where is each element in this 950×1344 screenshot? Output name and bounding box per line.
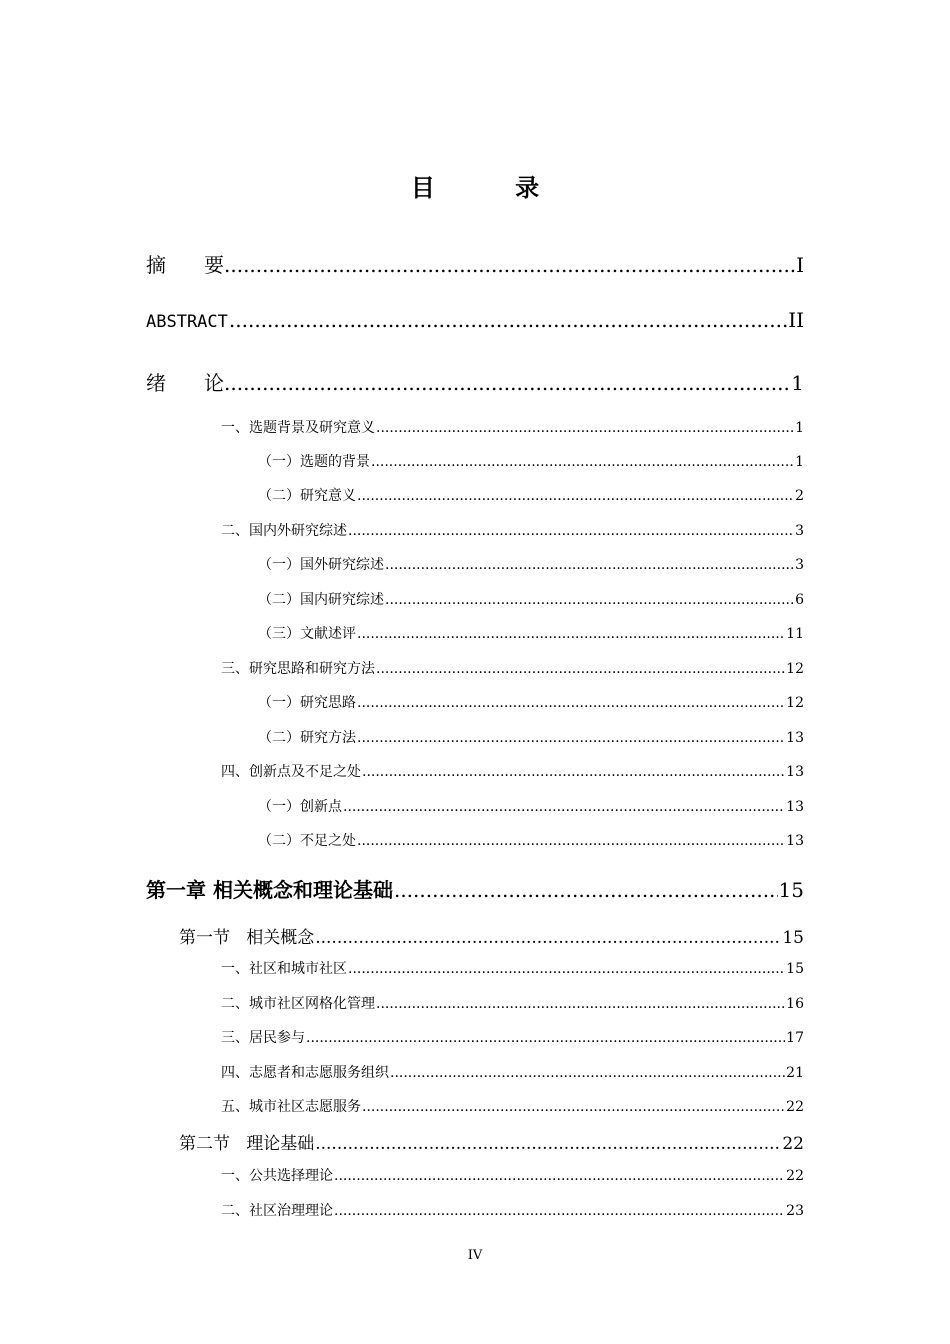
- toc-label: （二）研究意义: [258, 488, 356, 504]
- toc-entry[interactable]: [0, 1027, 804, 1047]
- toc-entry[interactable]: [0, 485, 804, 505]
- toc-entry[interactable]: [0, 589, 804, 609]
- toc-title: 目 录: [410, 174, 576, 202]
- toc-label: 绪论: [146, 371, 262, 395]
- toc-page-number: 15: [778, 878, 804, 902]
- toc-label: ABSTRACT: [146, 312, 228, 332]
- toc-entry[interactable]: [0, 658, 804, 678]
- toc-page-number: 1: [791, 371, 804, 395]
- toc-label: 三、研究思路和研究方法: [221, 661, 375, 677]
- toc-label: 二、城市社区网格化管理: [221, 996, 375, 1012]
- toc-label: 四、创新点及不足之处: [221, 764, 361, 780]
- toc-label: 第一章 相关概念和理论基础: [146, 878, 393, 902]
- toc-page-number: 11: [786, 626, 804, 642]
- page-number: IV: [467, 1248, 483, 1263]
- toc-entry[interactable]: [0, 451, 804, 471]
- toc-leader: [348, 523, 794, 539]
- toc-entry-introduction[interactable]: [0, 367, 804, 396]
- toc-label: （三）文献述评: [258, 626, 356, 642]
- toc-leader: [334, 1168, 785, 1184]
- toc-page-number: 15: [782, 928, 804, 948]
- toc-page-number: 15: [786, 961, 804, 977]
- toc-label: 五、城市社区志愿服务: [221, 1099, 361, 1115]
- toc-entry[interactable]: [0, 1096, 804, 1116]
- toc-label: 第一节 相关概念: [179, 928, 315, 948]
- toc-entry[interactable]: [0, 554, 804, 574]
- toc-entry[interactable]: [0, 417, 804, 437]
- toc-leader: [376, 661, 785, 677]
- toc-page-number: 13: [786, 764, 804, 780]
- toc-label: 三、居民参与: [221, 1030, 305, 1046]
- toc-label: （二）不足之处: [258, 833, 356, 849]
- toc-label: （二）研究方法: [258, 730, 356, 746]
- toc-page-number: 3: [795, 557, 804, 573]
- toc-entry-section[interactable]: [0, 923, 804, 948]
- toc-entry[interactable]: [0, 830, 804, 850]
- toc-label: 一、公共选择理论: [221, 1168, 333, 1184]
- toc-leader: [357, 488, 794, 504]
- toc-page-number: 22: [786, 1099, 804, 1115]
- toc-entry[interactable]: [0, 1200, 804, 1220]
- toc-entry-chapter[interactable]: [0, 874, 804, 903]
- toc-label: （一）创新点: [258, 799, 342, 815]
- toc-page-number: I: [796, 253, 804, 277]
- toc-entry[interactable]: [0, 993, 804, 1013]
- toc-page-number: 3: [795, 523, 804, 539]
- toc-label: 第二节 理论基础: [179, 1134, 315, 1154]
- toc-leader: [362, 764, 785, 780]
- toc-entry[interactable]: [0, 1062, 804, 1082]
- toc-page-number: 22: [782, 1134, 804, 1154]
- toc-entry[interactable]: [0, 727, 804, 747]
- toc-page-number: 16: [786, 996, 804, 1012]
- toc-page-number: 12: [786, 695, 804, 711]
- toc-entry[interactable]: [0, 692, 804, 712]
- toc-entry[interactable]: [0, 796, 804, 816]
- toc-entry-section[interactable]: [0, 1129, 804, 1154]
- toc-leader: [357, 833, 785, 849]
- toc-leader: [224, 371, 790, 395]
- toc-leader: [390, 1065, 785, 1081]
- toc-label: 二、社区治理理论: [221, 1203, 333, 1219]
- toc-page-number: 22: [786, 1168, 804, 1184]
- toc-page-number: 1: [795, 420, 804, 436]
- toc-leader: [229, 308, 787, 332]
- toc-page-number: 21: [786, 1065, 804, 1081]
- toc-page-number: II: [788, 308, 804, 332]
- toc-page-number: 13: [786, 833, 804, 849]
- toc-entry-abstract-en[interactable]: [0, 308, 804, 332]
- toc-leader: [348, 961, 785, 977]
- toc-entry[interactable]: [0, 1165, 804, 1185]
- toc-leader: [224, 253, 795, 277]
- toc-entry[interactable]: [0, 958, 804, 978]
- toc-leader: [357, 695, 785, 711]
- toc-entry[interactable]: [0, 520, 804, 540]
- toc-leader: [371, 454, 794, 470]
- toc-page-number: 13: [786, 730, 804, 746]
- toc-page-number: 23: [786, 1203, 804, 1219]
- toc-entry-abstract-cn[interactable]: [0, 249, 804, 278]
- toc-leader: [315, 1134, 781, 1154]
- toc-leader: [334, 1203, 785, 1219]
- toc-page-number: 1: [795, 454, 804, 470]
- toc-leader: [376, 996, 785, 1012]
- toc-leader: [394, 878, 778, 902]
- toc-label: （二）国内研究综述: [258, 592, 384, 608]
- toc-leader: [343, 799, 785, 815]
- toc-label: 四、志愿者和志愿服务组织: [221, 1065, 389, 1081]
- toc-label: （一）国外研究综述: [258, 557, 384, 573]
- toc-entry[interactable]: [0, 623, 804, 643]
- toc-leader: [357, 730, 785, 746]
- toc-label: 二、国内外研究综述: [221, 523, 347, 539]
- toc-label: （一）研究思路: [258, 695, 356, 711]
- toc-page-number: 12: [786, 661, 804, 677]
- toc-leader: [376, 420, 794, 436]
- toc-leader: [385, 592, 794, 608]
- toc-leader: [357, 626, 785, 642]
- toc-leader: [306, 1030, 785, 1046]
- toc-leader: [315, 928, 781, 948]
- toc-label: （一）选题的背景: [258, 454, 370, 470]
- toc-label: 一、选题背景及研究意义: [221, 420, 375, 436]
- toc-page-number: 17: [786, 1030, 804, 1046]
- toc-label: 摘要: [146, 253, 262, 277]
- toc-page-number: 13: [786, 799, 804, 815]
- toc-leader: [362, 1099, 785, 1115]
- toc-page-number: 2: [795, 488, 804, 504]
- toc-entry[interactable]: [0, 761, 804, 781]
- toc-label: 一、社区和城市社区: [221, 961, 347, 977]
- toc-page-number: 6: [795, 592, 804, 608]
- toc-leader: [385, 557, 794, 573]
